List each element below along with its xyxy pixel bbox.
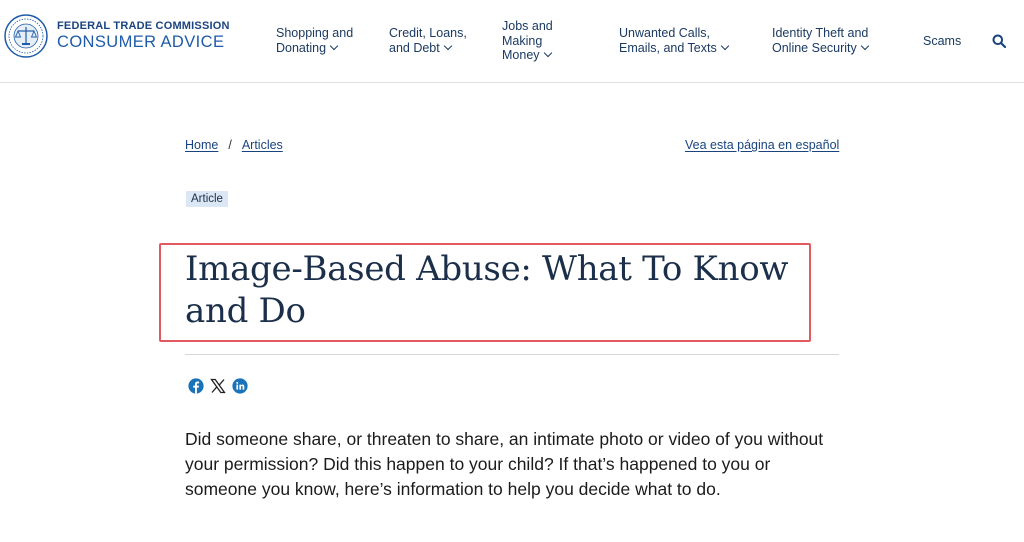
- chevron-down-icon: [861, 41, 869, 49]
- breadcrumb-articles-link[interactable]: Articles: [241, 138, 283, 152]
- site-header: [0, 0, 1024, 83]
- chevron-down-icon: [443, 41, 451, 49]
- linkedin-icon[interactable]: [232, 378, 248, 394]
- breadcrumb: [185, 138, 283, 152]
- logo-agency-name: FEDERAL TRADE COMMISSION: [57, 20, 230, 32]
- chevron-down-icon: [330, 41, 338, 49]
- ftc-logo[interactable]: [4, 14, 230, 58]
- nav-shopping-and-donating[interactable]: [276, 26, 368, 55]
- nav-identity-theft[interactable]: [772, 26, 884, 55]
- article-intro: Did someone share, or threaten to share, an intimate photo or video of you without your permission? Did this happen to your child? If that’s happened to you or someone you know, here’s information to help you decide what to do.: [185, 429, 824, 499]
- x-icon[interactable]: [210, 378, 226, 394]
- logo-site-name: CONSUMER ADVICE: [57, 33, 225, 51]
- breadcrumb-separator: /: [228, 138, 232, 152]
- ftc-seal-icon: [4, 14, 48, 58]
- chevron-down-icon: [720, 41, 728, 49]
- search-icon[interactable]: [992, 34, 1006, 48]
- nav-item-label: Shopping and Donating: [276, 26, 354, 55]
- article-type-badge: Article: [186, 191, 228, 207]
- nav-item-label: Scams: [923, 34, 962, 48]
- nav-scams[interactable]: [923, 34, 961, 49]
- nav-item-label: Jobs and Making Money: [502, 19, 553, 62]
- title-divider: [185, 354, 839, 355]
- logo-text: [57, 20, 230, 52]
- nav-item-label: Identity Theft and Online Security: [772, 26, 869, 55]
- share-links: [188, 378, 248, 394]
- facebook-icon[interactable]: [188, 378, 204, 394]
- nav-item-label: Unwanted Calls, Emails, and Texts: [619, 26, 717, 55]
- breadcrumb-home-link[interactable]: Home: [185, 138, 219, 152]
- chevron-down-icon: [543, 49, 551, 57]
- nav-item-label: Credit, Loans, and Debt: [389, 26, 467, 55]
- spanish-language-link[interactable]: Vea esta página en español: [685, 138, 840, 152]
- nav-unwanted-calls[interactable]: [619, 26, 741, 55]
- nav-jobs-making-money[interactable]: [502, 19, 574, 63]
- nav-credit-loans-debt[interactable]: [389, 26, 479, 55]
- page-title: Image-Based Abuse: What To Know and Do: [185, 249, 789, 331]
